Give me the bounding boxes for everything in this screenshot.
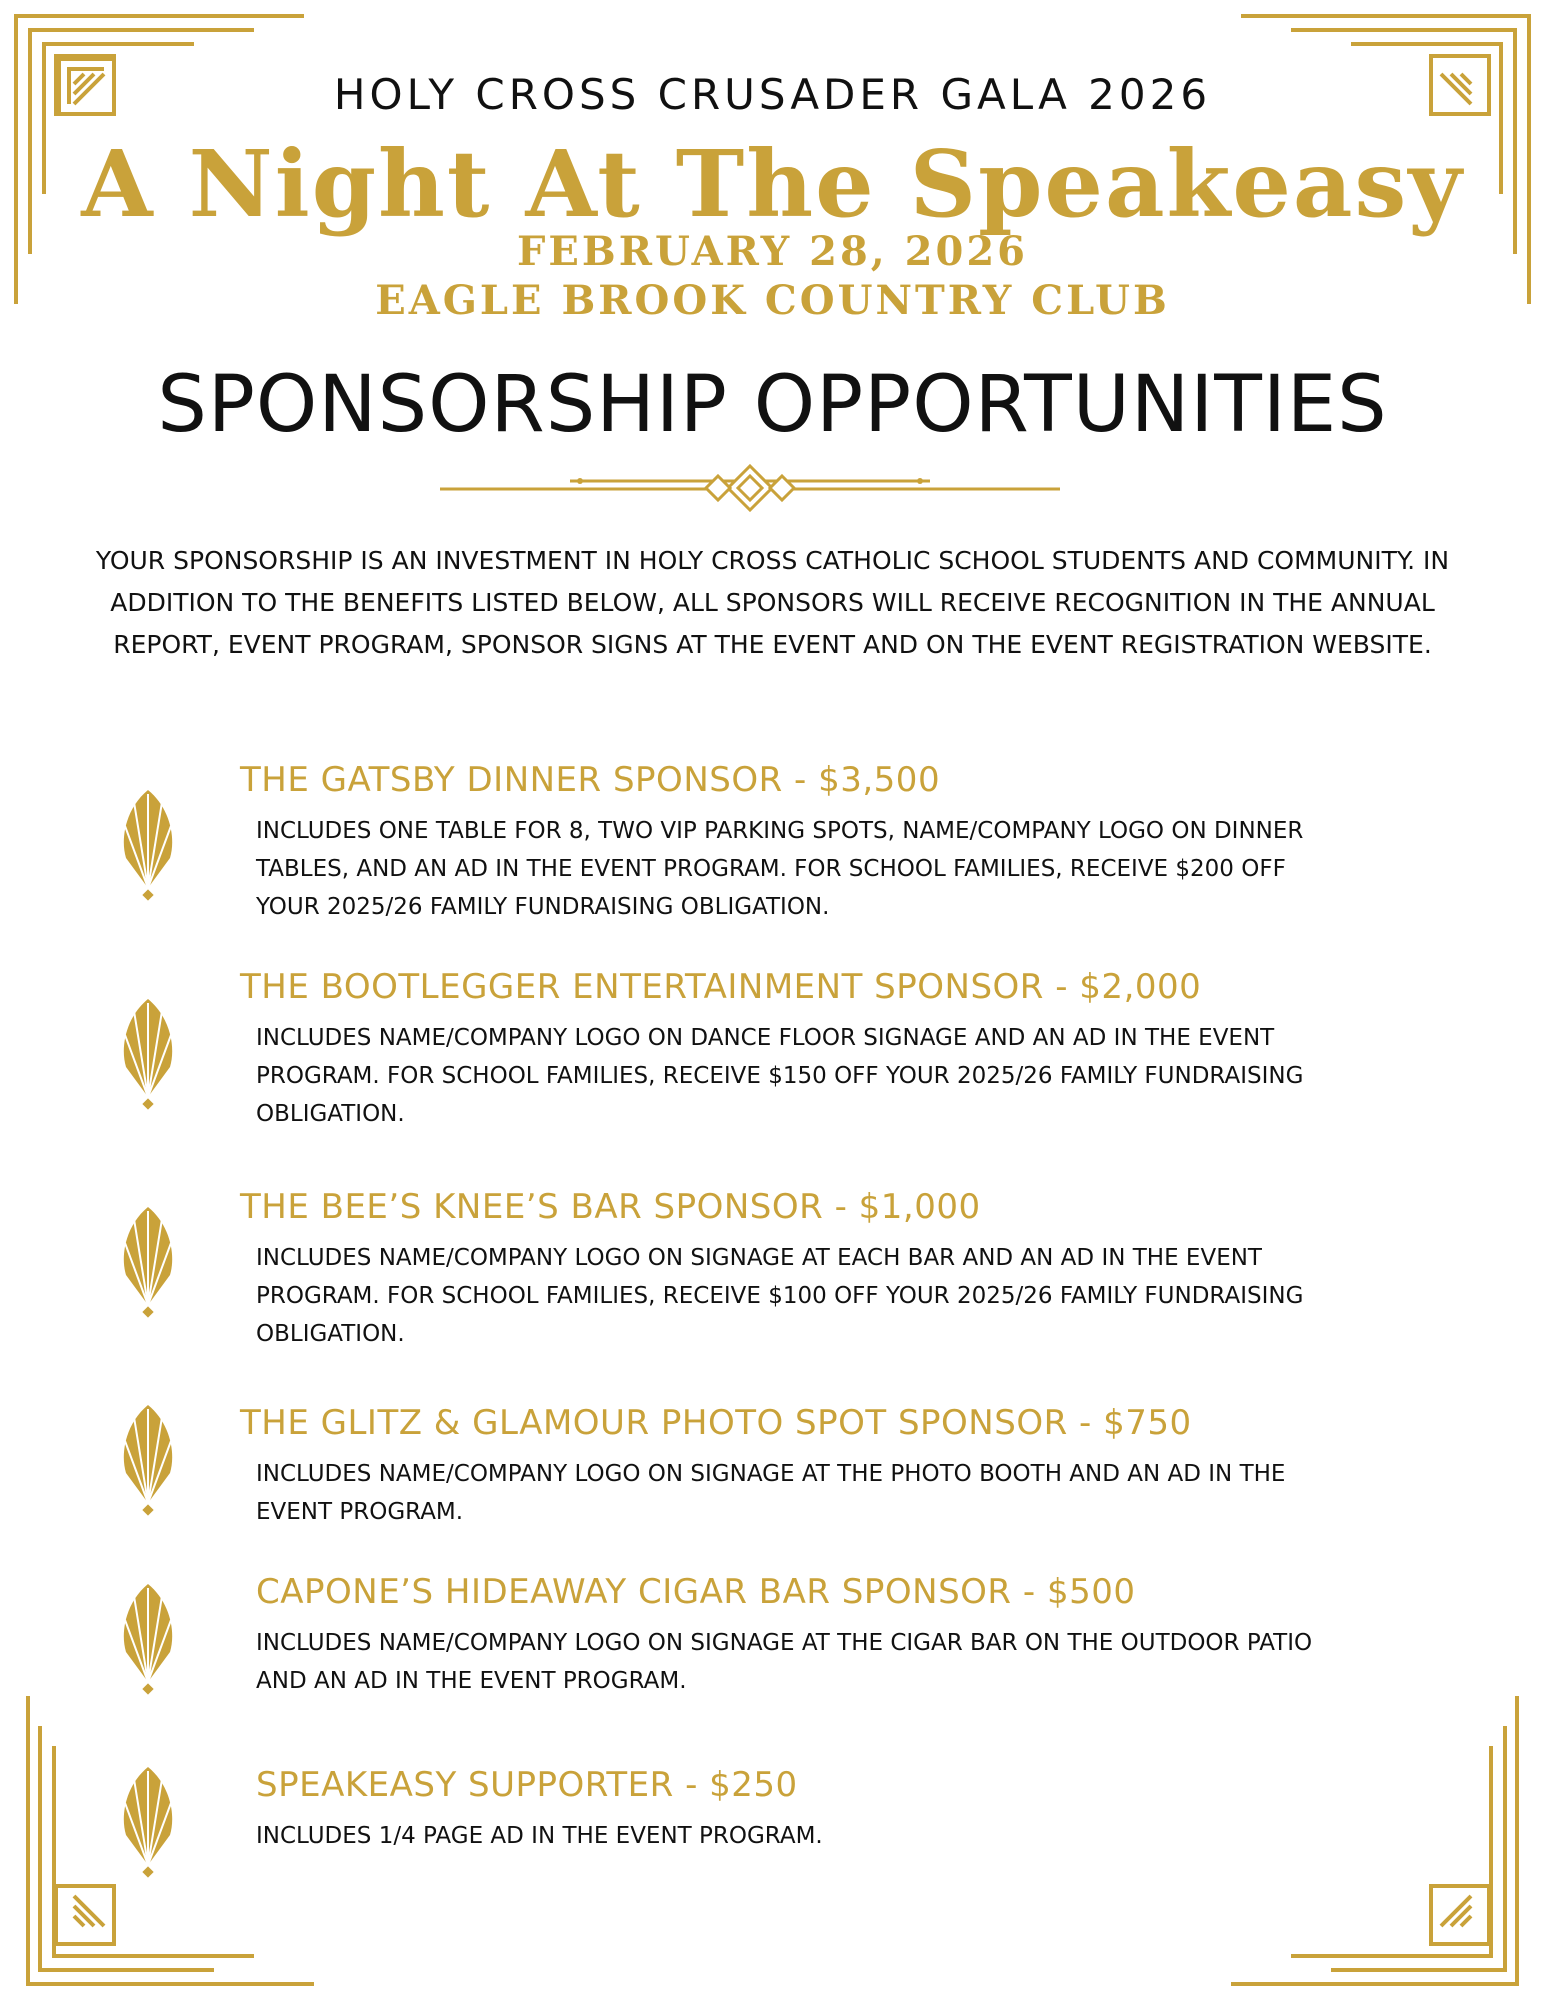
- tier-description: INCLUDES ONE TABLE FOR 8, TWO VIP PARKING SPOTS, NAME/COMPANY LOGO ON DINNER TABLES, AND AN AD IN THE EVENT PROGRAM. FOR SCHOOL FAMILIES, RECEIVE $200 OFF YOUR 2025/26 FAMILY FUNDRAISING OBLIGATION.: [256, 818, 1304, 920]
- tier-description: INCLUDES NAME/COMPANY LOGO ON SIGNAGE AT THE PHOTO BOOTH AND AN AD IN THE EVENT PROGRAM.: [256, 1461, 1286, 1525]
- tier-title: THE GATSBY DINNER SPONSOR - $3,500: [240, 760, 941, 800]
- ornamental-divider: [440, 462, 1060, 516]
- tier-title: CAPONE’S HIDEAWAY CIGAR BAR SPONSOR - $500: [256, 1572, 1136, 1612]
- event-name: HOLY CROSS CRUSADER GALA 2026: [333, 70, 1212, 119]
- tier-description: INCLUDES 1/4 PAGE AD IN THE EVENT PROGRAM.: [256, 1823, 823, 1849]
- theme-title: A Night At The Speakeasy: [81, 130, 1464, 238]
- tier-description: INCLUDES NAME/COMPANY LOGO ON SIGNAGE AT THE CIGAR BAR ON THE OUTDOOR PATIO AND AN AD IN THE EVENT PROGRAM.: [256, 1630, 1313, 1694]
- art-deco-fan-icon: [118, 1403, 178, 1527]
- tier-title: THE GLITZ & GLAMOUR PHOTO SPOT SPONSOR - $750: [240, 1403, 1192, 1443]
- art-deco-fan-icon: [118, 997, 178, 1121]
- event-date: FEBRUARY 28, 2026: [517, 228, 1028, 275]
- intro-paragraph: YOUR SPONSORSHIP IS AN INVESTMENT IN HOLY CROSS CATHOLIC SCHOOL STUDENTS AND COMMUNITY. IN ADDITION TO THE BENEFITS LISTED BELOW, ALL SPONSORS WILL RECEIVE RECOGNITION IN THE ANNUAL REPORT, EVENT PROGRAM, SPONSOR SIGNS AT THE EVENT AND ON THE EVENT REGISTRATION WEBSITE.: [95, 546, 1450, 659]
- tier-description: INCLUDES NAME/COMPANY LOGO ON DANCE FLOOR SIGNAGE AND AN AD IN THE EVENT PROGRAM. FOR SCHOOL FAMILIES, RECEIVE $150 OFF YOUR 2025/26 FAMILY FUNDRAISING OBLIGATION.: [256, 1025, 1304, 1127]
- tier-title: SPEAKEASY SUPPORTER - $250: [256, 1765, 798, 1805]
- section-heading: SPONSORSHIP OPPORTUNITIES: [157, 360, 1388, 450]
- tier-description: INCLUDES NAME/COMPANY LOGO ON SIGNAGE AT EACH BAR AND AN AD IN THE EVENT PROGRAM. FOR SCHOOL FAMILIES, RECEIVE $100 OFF YOUR 2025/26 FAMILY FUNDRAISING OBLIGATION.: [256, 1245, 1304, 1347]
- tier-title: THE BOOTLEGGER ENTERTAINMENT SPONSOR - $2,000: [240, 967, 1202, 1007]
- tier-title: THE BEE’S KNEE’S BAR SPONSOR - $1,000: [240, 1187, 981, 1227]
- art-deco-fan-icon: [118, 1205, 178, 1329]
- art-deco-fan-icon: [118, 1582, 178, 1706]
- event-venue: EAGLE BROOK COUNTRY CLUB: [375, 277, 1170, 324]
- art-deco-fan-icon: [118, 1765, 178, 1889]
- art-deco-fan-icon: [118, 788, 178, 912]
